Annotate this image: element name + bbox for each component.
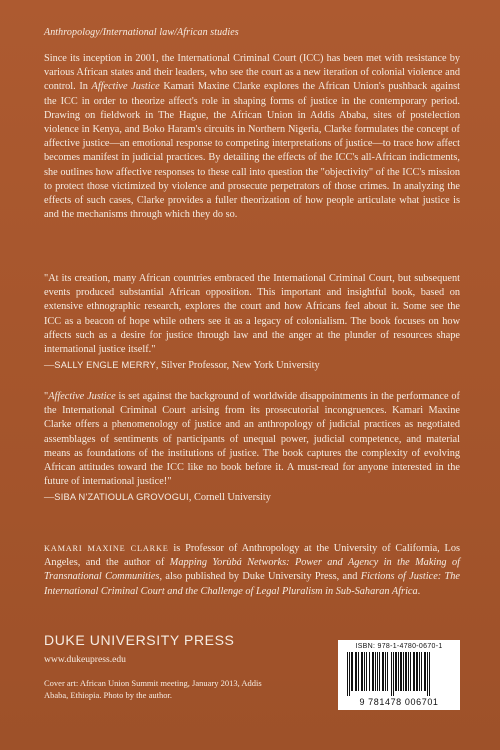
endorsement-attribution — [44, 490, 460, 505]
author-name: KAMARI MAXINE CLARKE — [44, 544, 169, 553]
endorsement-text — [44, 390, 460, 489]
barcode-bar — [398, 652, 399, 691]
description-book-title: Affective Justice — [91, 81, 160, 93]
barcode-bar — [387, 652, 388, 691]
bio-text-3: . — [417, 585, 421, 597]
barcode-bar — [393, 652, 394, 696]
barcode-bar — [366, 652, 367, 691]
barcode-digits: 9 781478 006701 — [359, 697, 439, 707]
description-paragraph — [44, 52, 460, 222]
barcode-bar — [379, 652, 380, 691]
attribution-dash: — — [44, 492, 55, 504]
barcode-bar — [419, 652, 420, 691]
author-bio — [44, 542, 460, 599]
barcode-bar — [347, 652, 348, 696]
barcode-bar — [382, 652, 384, 691]
barcode-bar — [358, 652, 359, 691]
publisher-url[interactable]: www.dukeupress.edu — [44, 654, 126, 665]
barcode-bar — [377, 652, 378, 691]
category-line: Anthropology/International law/African studies — [44, 27, 239, 38]
publisher-name: DUKE UNIVERSITY PRESS — [44, 632, 235, 648]
bio-book-2: Fictions of Justice: The International Criminal Court and the Challenge of Legal Pluralism in Sub-Saharan Africa — [44, 571, 460, 597]
isbn-label: ISBN: 978-1-4780-0670-1 — [355, 643, 443, 650]
endorsement-body: is set against the background of worldwide disappointments in the performance of the International Criminal Court arising from its prosecutorial incongruences. Kamari Maxine Clarke offers a phenomenology of justice and an anthropology of judicial practices as negotiated assemblages of sentiments of participants of unequal power, judicial competence, and material means as foundations of the institutions of justice. The book captures the complexity of evolving African attitudes toward the ICC like no book before it. A must-read for anyone interested in the future of international justice!" — [44, 391, 460, 488]
barcode-bar — [416, 652, 418, 691]
book-description — [44, 52, 460, 222]
bio-book-1: Mapping Yorùbá Networks: Power and Agency in the Making of Transnational Communities — [44, 557, 460, 583]
endorser-name: SALLY ENGLE MERRY — [54, 360, 156, 371]
attribution-dash: — — [44, 360, 55, 372]
barcode-bar — [424, 652, 426, 691]
barcode-bar — [413, 652, 415, 691]
endorser-affiliation: , Silver Professor, New York University — [155, 360, 320, 372]
barcode-bar — [408, 652, 409, 691]
endorsement-attribution — [44, 358, 460, 373]
endorsement-merry — [44, 272, 460, 373]
barcode-bars — [346, 652, 452, 696]
cover-art-credit: Cover art: African Union Summit meeting, January 2013, Addis Ababa, Ethiopia. Photo by the author. — [44, 678, 262, 700]
barcode-bar — [385, 652, 386, 691]
barcode-bar — [364, 652, 365, 691]
endorsement-book-title: Affective Justice — [48, 391, 116, 402]
barcode-bar — [361, 652, 363, 691]
barcode-bar — [355, 652, 357, 691]
endorser-name: SIBA N'ZATIOULA GROVOGUI — [54, 492, 189, 503]
barcode-bar — [372, 652, 374, 691]
barcode-bar — [427, 652, 428, 696]
barcode-bar — [391, 652, 392, 696]
bio-text-2: , also published by Duke University Press, and — [159, 571, 361, 583]
description-text-2: Kamari Maxine Clarke explores the African Union's pushback against the ICC in order to theorize affect's role in shaping forms of justice in the contemporary period. Drawing on fieldwork in The Hague, the African Union in Addis Ababa, sites of postelection violence in Kenya, and Boko Haram's circuits in Northern Nigeria, Clarke formulates the concept of affective justice—an emotional response to competing interpretations of justice—to trace how affect becomes manifest in judicial practices. By detailing the effects of the ICC's all-African indictments, she outlines how affective responses to these call into question the "objectivity" of the ICC's mission to protect those victimized by violence and prosecute perpetrators of those crimes. In analyzing the effects of such cases, Clarke provides a fuller theorization of how people articulate what justice is and the mechanisms through which they do so. — [44, 81, 460, 221]
endorsement-text: "At its creation, many African countries embraced the International Criminal Court, but subsequent events produced substantial African opposition. This important and insightful book, based on extensive ethnographic research, explores the court and how Africans feel about it. Some see the ICC as a beacon of hope while others see it as a legacy of colonialism. The book focuses on how affects such as a desire for justice through law and the anger at the plunder of resources shape international justice itself." — [44, 273, 460, 356]
barcode-bar — [429, 652, 430, 696]
barcode-bar — [421, 652, 422, 691]
barcode-bar — [375, 652, 376, 691]
barcode-bar — [400, 652, 402, 691]
description-text-1: Since its inception in 2001, the International Criminal Court (ICC) has been met with resistance by various African states and their leaders, who see the court as a new iteration of colonial violence and control. In — [44, 53, 460, 93]
bio-text-1: is Professor of Anthropology at the University of California, Los Angeles, and the author of — [44, 543, 460, 569]
barcode-bar — [410, 652, 411, 691]
barcode-bar — [403, 652, 404, 691]
quote-open: " — [44, 391, 49, 402]
barcode-bar — [369, 652, 370, 691]
bio-paragraph — [44, 542, 460, 599]
isbn-barcode — [338, 640, 460, 710]
endorser-affiliation: , Cornell University — [188, 492, 271, 504]
endorsement-grovogui — [44, 390, 460, 506]
barcode-bar — [405, 652, 407, 691]
barcode-bar — [351, 652, 353, 691]
barcode-bar — [395, 652, 397, 691]
barcode-bar — [349, 652, 350, 696]
